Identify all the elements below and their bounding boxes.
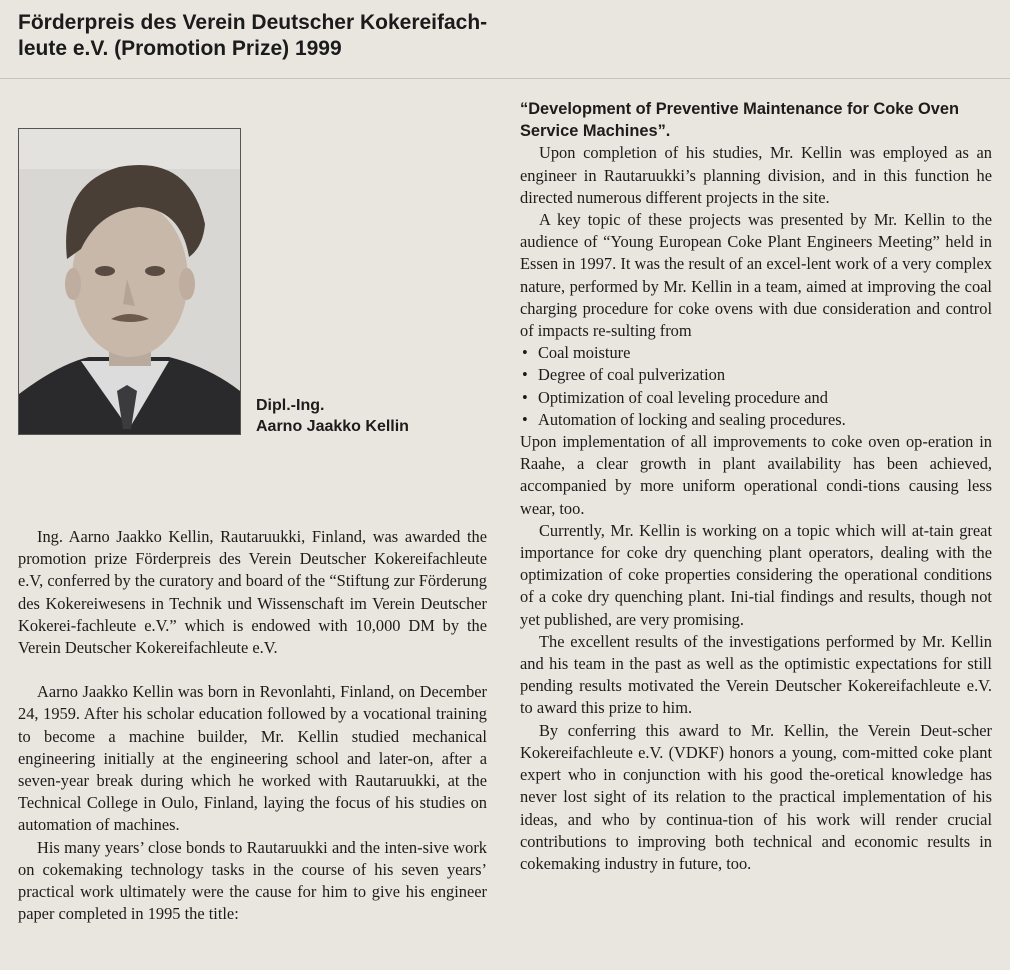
portrait-photo: [18, 128, 241, 435]
header-divider: [0, 78, 1010, 79]
article-title: Förderpreis des Verein Deutscher Kokereifach-leute e.V. (Promotion Prize) 1999: [18, 11, 488, 60]
left-paragraph-1: Ing. Aarno Jaakko Kellin, Rautaruukki, Finland, was awarded the promotion prize Förderpreis des Verein Deutscher Kokereifachleute e.V, conferred by the curatory and board of the “Stiftung zur Förderung des Kokereiwesens in Technik und Wissenschaft im Verein Deutscher Kokerei-fachleute e.V.” which is endowed with 10,000 DM by the Verein Deutscher Kokereifachleute e.V.: [18, 527, 487, 658]
bullet-icon: •: [522, 387, 528, 407]
photo-caption: [256, 395, 506, 437]
list-item: • Coal moisture: [520, 342, 992, 364]
caption-name: Aarno Jaakko Kellin: [256, 418, 409, 435]
left-paragraph-2: Aarno Jaakko Kellin was born in Revonlahti, Finland, on December 24, 1959. After his scholar education followed by a vocational training to become a machine builder, Mr. Kellin studied mechanical engineering initially at the engineering school and later-on, after a seven-year break during which he worked with Rautaruukki, at the Technical College in Oulo, Finland, laying the focus of his studies on automation of machines.: [18, 682, 487, 835]
thesis-title: “Development of Preventive Maintenance for Coke Oven Service Machines”.: [520, 100, 960, 141]
left-paragraph-3: His many years’ close bonds to Rautaruukki and the inten-sive work on cokemaking technology tasks in the course of his seven years’ practical work ultimately were the cause for him to give his engineer paper completed in 1995 the title:: [18, 837, 487, 924]
impact-list: [520, 342, 992, 431]
left-column: [18, 526, 487, 925]
list-item: • Degree of coal pulverization: [520, 364, 992, 386]
right-paragraph-2: A key topic of these projects was presented by Mr. Kellin to the audience of “Young European Coke Plant Engineers Meeting” held in Essen in 1997. It was the result of an excel-lent work of a very complex nature, performed by Mr. Kellin in a team, aimed at improving the coal charging procedure for coke ovens with due consideration and control of impacts re-sulting from: [520, 210, 992, 341]
right-paragraph-4: Currently, Mr. Kellin is working on a topic which will at-tain great importance for coke dry quenching plant operators, dealing with the optimization of coke properties considering the operational conditions of a coke dry quenching plant. Ini-tial findings and results, though not yet published, are very promising.: [520, 520, 992, 629]
list-item: • Automation of locking and sealing procedures.: [520, 409, 992, 431]
right-paragraph-6: By conferring this award to Mr. Kellin, the Verein Deut-scher Kokereifachleute e.V. (VDKF) honors a young, com-mitted coke plant expert who in conjunction with his good the-oretical knowledge has never lost sight of its relation to the practical implementation of his ideas, and who by continua-tion of his work will render crucial contributions to improving both technical and economic results in cokemaking industry in future, too.: [520, 720, 992, 873]
right-paragraph-5: The excellent results of the investigations performed by Mr. Kellin and his team in the past as well as the optimistic expectations for still pending results motivated the Verein Deutscher Kokereifachleute e.V. to award this prize to him.: [520, 631, 992, 718]
right-column: [520, 98, 992, 875]
right-paragraph-1: Upon completion of his studies, Mr. Kellin was employed as an engineer in Rautaruukki’s planning division, and in this function he directed numerous different projects in the site.: [520, 143, 992, 207]
bullet-icon: •: [522, 409, 528, 429]
bullet-icon: •: [522, 343, 528, 363]
caption-degree: Dipl.-Ing.: [256, 397, 325, 414]
right-paragraph-3: Upon implementation of all improvements to coke oven op-eration in Raahe, a clear growth in plant availability has been achieved, accompanied by more uniform operational condi-tions causing less wear, too.: [520, 432, 992, 518]
portrait-illustration: [19, 129, 240, 434]
bullet-icon: •: [522, 365, 528, 385]
list-item: • Optimization of coal leveling procedure and: [520, 387, 992, 409]
